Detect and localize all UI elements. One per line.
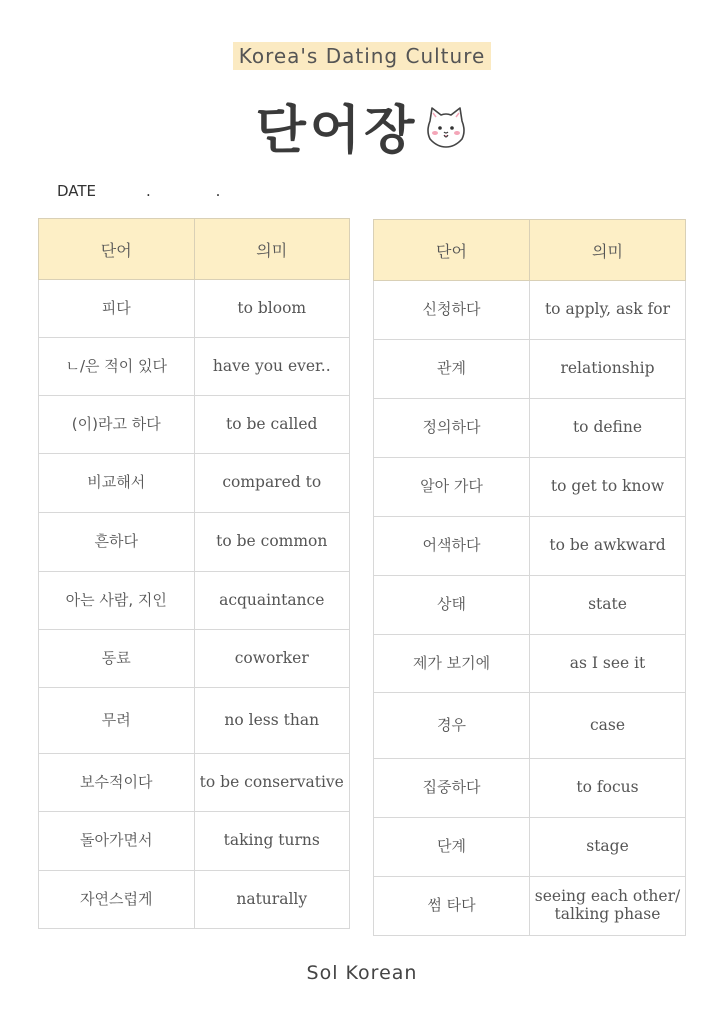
table-row (39, 754, 350, 812)
column-header-word: 단어 (39, 219, 195, 280)
table-row (39, 513, 350, 572)
meaning-cell: as I see it (530, 635, 686, 693)
meaning-cell: coworker (194, 630, 350, 688)
meaning-cell: case (530, 693, 686, 759)
meaning-cell: have you ever.. (194, 338, 350, 396)
meaning-cell: to be awkward (530, 517, 686, 576)
meaning-cell: relationship (530, 340, 686, 399)
word-cell: 경우 (374, 693, 530, 759)
word-cell: 동료 (39, 630, 195, 688)
table-row (39, 572, 350, 630)
meaning-cell: to be called (194, 396, 350, 454)
page-title: 단어장 (255, 101, 419, 161)
table-row (39, 396, 350, 454)
column-header-meaning: 의미 (194, 219, 350, 280)
meaning-cell: seeing each other/ talking phase (530, 877, 686, 936)
column-header-word: 단어 (374, 220, 530, 281)
word-cell: 썸 타다 (374, 877, 530, 936)
vocab-table-right (373, 219, 686, 936)
meaning-cell: to be common (194, 513, 350, 572)
word-cell: 관계 (374, 340, 530, 399)
meaning-cell: to apply, ask for (530, 281, 686, 340)
word-cell: 흔하다 (39, 513, 195, 572)
word-cell: 보수적이다 (39, 754, 195, 812)
meaning-cell: stage (530, 818, 686, 877)
word-cell: 집중하다 (374, 759, 530, 818)
word-cell: 알아 가다 (374, 458, 530, 517)
word-cell: 아는 사람, 지인 (39, 572, 195, 630)
page-subtitle: Korea's Dating Culture (233, 42, 492, 70)
table-row (374, 693, 686, 759)
word-cell: 비교해서 (39, 454, 195, 513)
meaning-cell: no less than (194, 688, 350, 754)
table-row (374, 877, 686, 936)
table-row (39, 812, 350, 871)
word-cell: 무려 (39, 688, 195, 754)
table-row (39, 688, 350, 754)
meaning-cell: to get to know (530, 458, 686, 517)
word-cell: 상태 (374, 576, 530, 635)
meaning-cell: compared to (194, 454, 350, 513)
column-header-meaning: 의미 (530, 220, 686, 281)
table-row (374, 458, 686, 517)
table-row (374, 759, 686, 818)
word-cell: 돌아가면서 (39, 812, 195, 871)
date-row (57, 182, 250, 200)
meaning-cell: state (530, 576, 686, 635)
meaning-cell: to be conservative (194, 754, 350, 812)
table-row (39, 280, 350, 338)
date-separators: . . (146, 182, 251, 200)
table-row (374, 818, 686, 877)
word-cell: 단계 (374, 818, 530, 877)
table-row (374, 635, 686, 693)
meaning-cell: to focus (530, 759, 686, 818)
word-cell: (이)라고 하다 (39, 396, 195, 454)
word-cell: 자연스럽게 (39, 871, 195, 929)
meaning-cell: naturally (194, 871, 350, 929)
word-cell: 정의하다 (374, 399, 530, 458)
table-row (39, 871, 350, 929)
word-cell: 어색하다 (374, 517, 530, 576)
table-row (374, 281, 686, 340)
table-row (39, 630, 350, 688)
vocab-table-left (38, 218, 350, 929)
table-row (39, 338, 350, 396)
table-row (374, 340, 686, 399)
table-row (374, 576, 686, 635)
word-cell: 제가 보기에 (374, 635, 530, 693)
table-row (39, 454, 350, 513)
cat-face-icon (424, 105, 468, 151)
meaning-cell: taking turns (194, 812, 350, 871)
meaning-cell: acquaintance (194, 572, 350, 630)
word-cell: ㄴ/은 적이 있다 (39, 338, 195, 396)
title-row (0, 88, 724, 163)
table-row (374, 517, 686, 576)
word-cell: 피다 (39, 280, 195, 338)
meaning-cell: to bloom (194, 280, 350, 338)
meaning-cell: to define (530, 399, 686, 458)
date-label: DATE (57, 182, 97, 200)
word-cell: 신청하다 (374, 281, 530, 340)
table-row (374, 399, 686, 458)
footer-brand: Sol Korean (306, 962, 418, 984)
